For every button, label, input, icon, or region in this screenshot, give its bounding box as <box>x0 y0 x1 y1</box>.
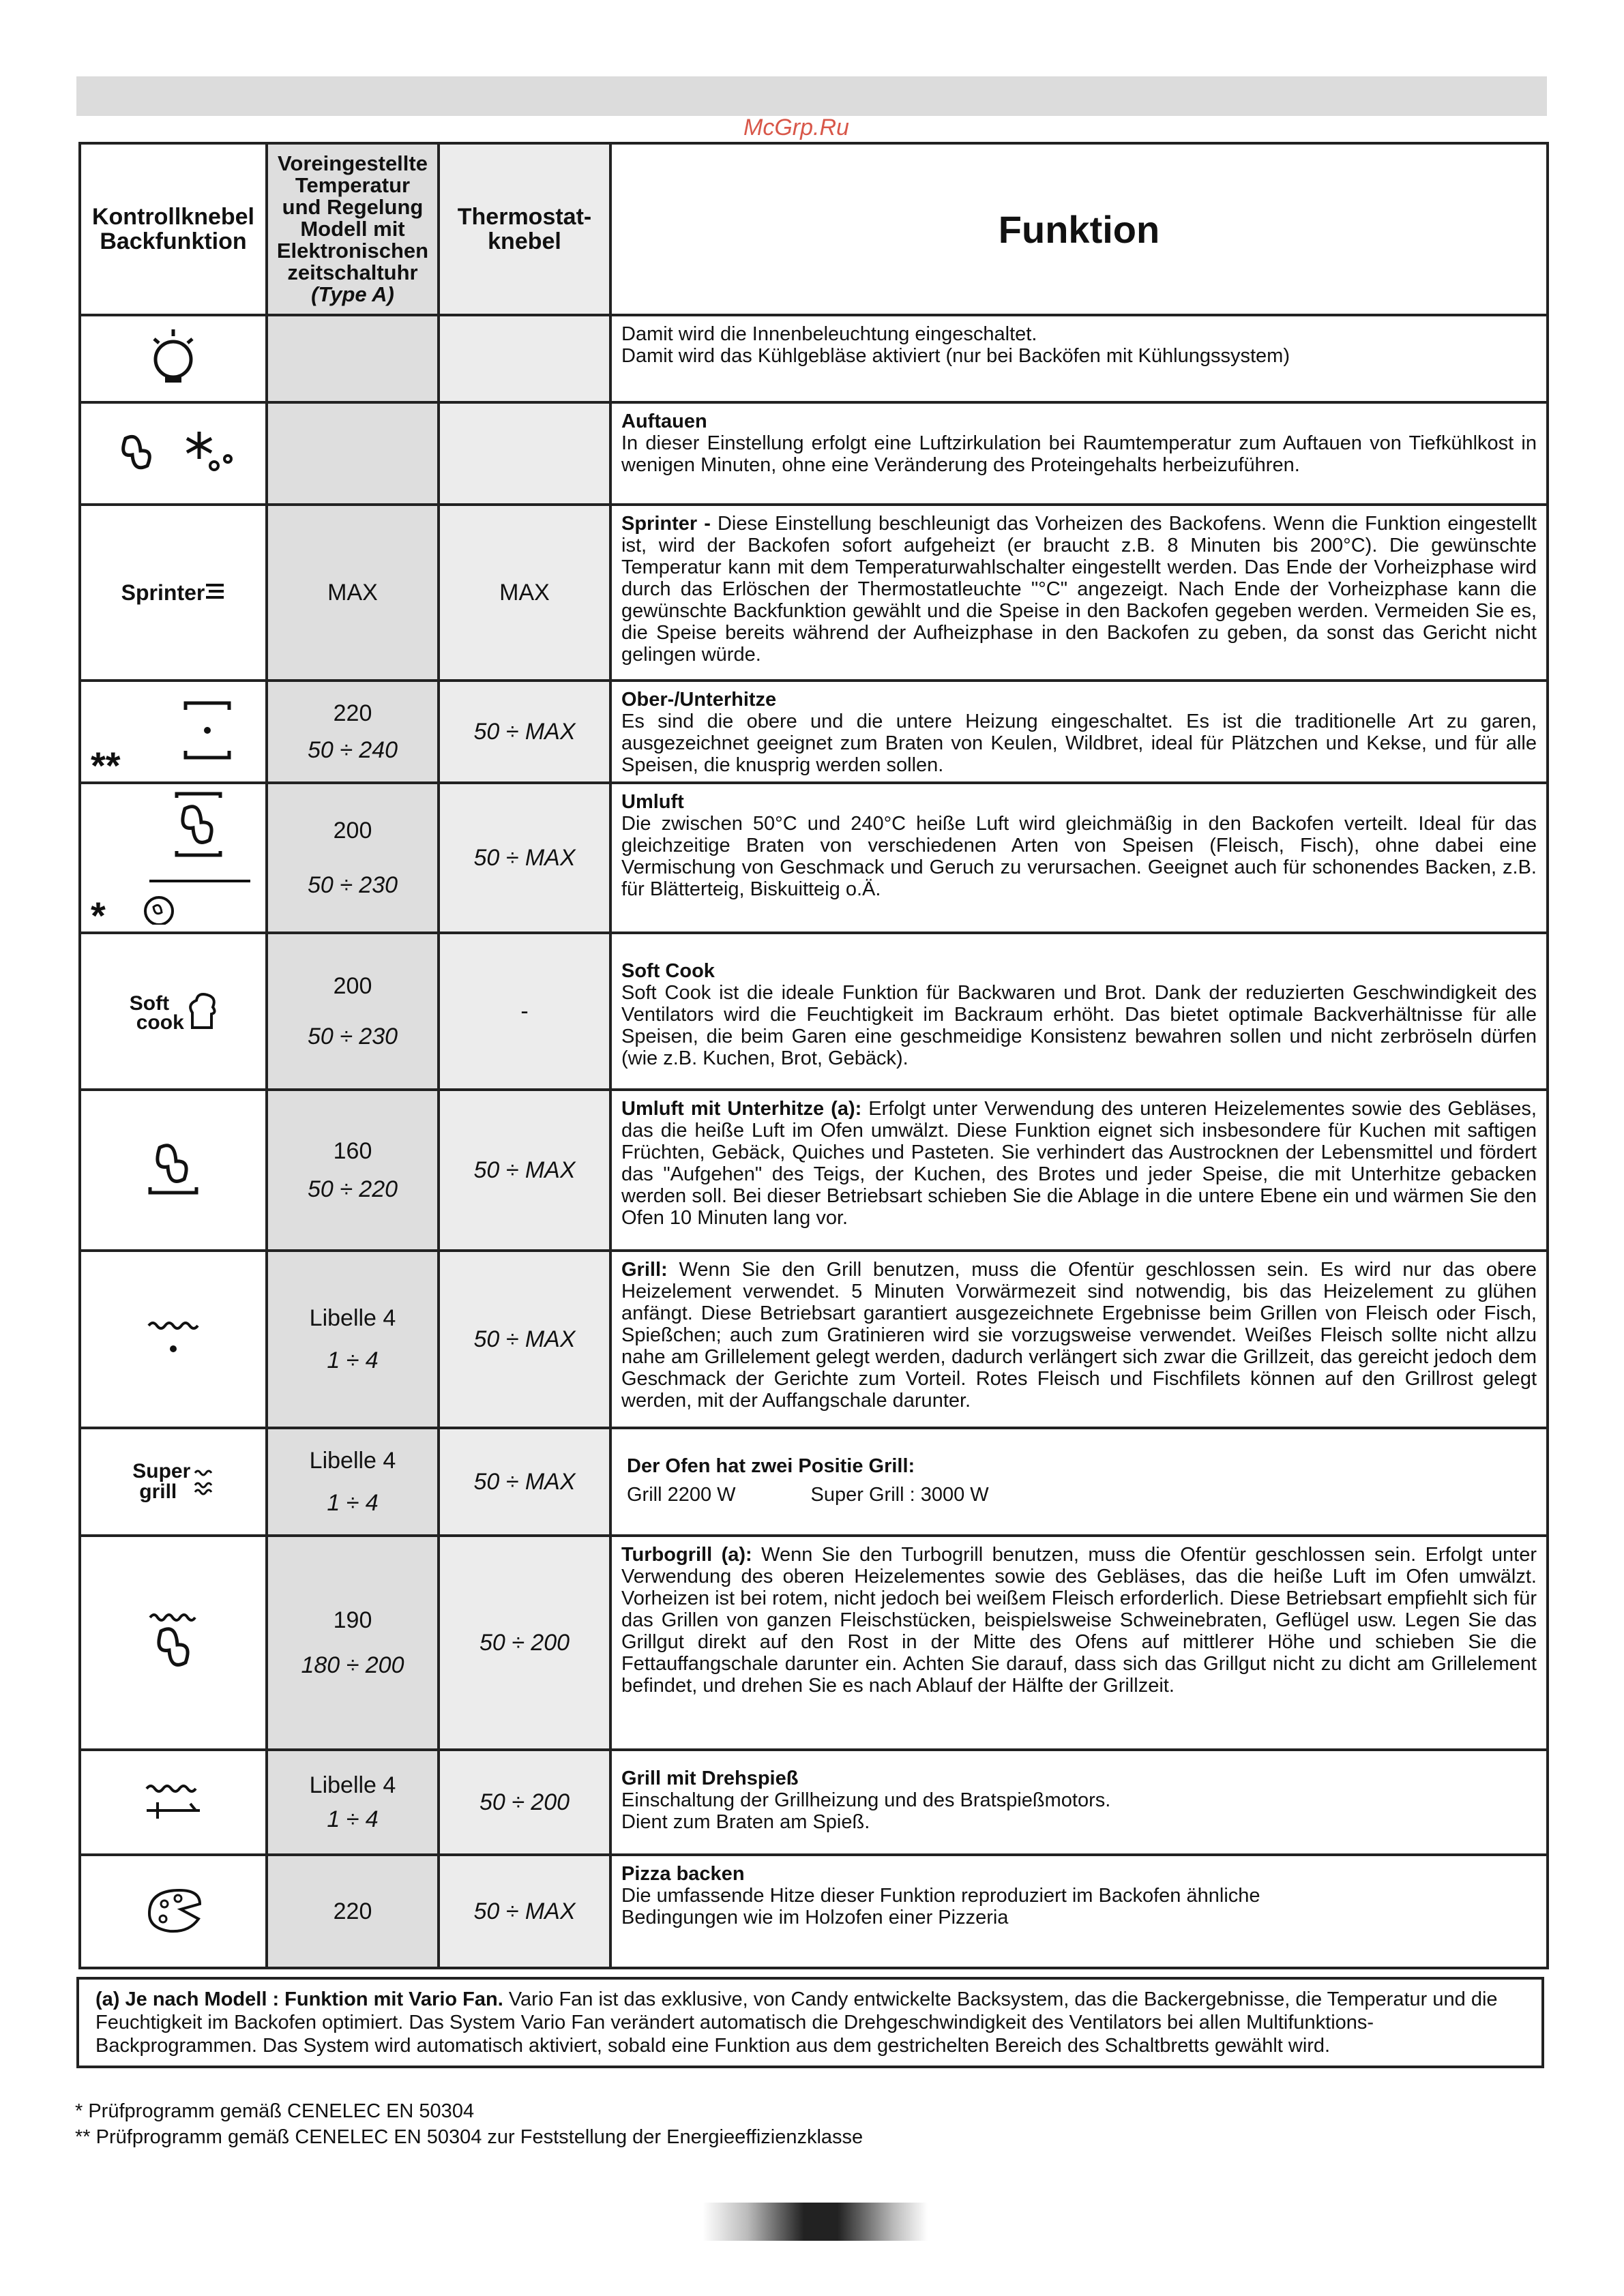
footnote-double-star: ** Prüfprogramm gemäß CENELEC EN 50304 zur Feststellung der Energieeffizienzklasse <box>75 2126 863 2148</box>
table-row <box>80 1428 1548 1536</box>
thermostat-range: - <box>439 933 610 1090</box>
preset-temp: 220 50 ÷ 240 <box>267 681 439 783</box>
oven-light-icon <box>80 315 267 402</box>
soft-cook-icon: Soft cook <box>80 933 267 1090</box>
watermark: McGrp.Ru <box>743 115 849 140</box>
sprinter-icon: Sprinter <box>80 505 267 681</box>
turbo-grill-icon <box>80 1536 267 1750</box>
table-row <box>80 1090 1548 1251</box>
preset-temp: 160 50 ÷ 220 <box>267 1090 439 1251</box>
table-row <box>80 1855 1548 1968</box>
thermostat-range: 50 ÷ MAX <box>439 681 610 783</box>
thermostat-range <box>439 402 610 505</box>
fan-bottom-heat-icon <box>80 1090 267 1251</box>
preset-temp <box>267 402 439 505</box>
page-number-bar <box>703 2203 928 2241</box>
preset-temp: 190 180 ÷ 200 <box>267 1536 439 1750</box>
table-row <box>80 1536 1548 1750</box>
function-text: Sprinter - Diese Einstellung beschleunigt das Vorheizen des Backofens. Wenn die Funktion eingestellt ist, wird der Backofen sofort aufgeheizt (er braucht z.B. 8 Minuten bis 200°C). Die gewünschte Temperatur kann mit dem Temperaturwahlschalter eingestellt werden. Das Ende der Vorheizphase wird durch das Erlöschen der Thermostatleuchte "°C" angezeigt. Nach Ende der Vorheizphase kann die gewünschte Backfunktion gewählt und die Speise in den Backofen gegeben werden. Vermeiden Sie es, die Speise bereits während der Aufheizphase in den Backofen zu geben, da sonst das Gericht nicht gelingen würde. <box>610 505 1548 681</box>
function-text: Umluft Die zwischen 50°C und 240°C heiße Luft wird gleichmäßig in den Backofen verteilt. Ideal für das gleichzeitige Braten von verschiedenen Arten von Speisen (Fleisch, Fisch), ohne dabei eine Vermischung von Geschmack und Geruch zu verursachen. Geeignet auch für schonendes Backen, z.B. für Blätterteig, Biskuitteig o.Ä. <box>610 783 1548 933</box>
thermostat-range: 50 ÷ MAX <box>439 1090 610 1251</box>
preset-temp: Libelle 4 1 ÷ 4 <box>267 1251 439 1428</box>
vario-fan-note: (a) Je nach Modell : Funktion mit Vario Fan. Vario Fan ist das exklusive, von Candy entwickelte Backsystem, das die Backergebnisse, die Temperatur und die Feuchtigkeit im Backofen optimiert. Das System Vario Fan verändert automatisch die Drehgeschwindigkeit des Ventilators bei allen Multifunktions-Backprogrammen. Das System wird automatisch aktiviert, sobald eine Funktion aus dem gestrichelten Bereich des Schaltbretts gewählt wird. <box>76 1977 1544 2068</box>
table-row <box>80 681 1548 783</box>
thermostat-range: 50 ÷ MAX <box>439 1251 610 1428</box>
function-table <box>78 142 1549 1969</box>
defrost-icon <box>80 402 267 505</box>
function-text: Damit wird die Innenbeleuchtung eingeschaltet. Damit wird das Kühlgebläse aktiviert (nur bei Backöfen mit Kühlungssystem) <box>610 315 1548 402</box>
table-row <box>80 402 1548 505</box>
function-text: Turbogrill (a): Wenn Sie den Turbogrill benutzen, muss die Ofentür geschlossen sein. Erfolgt unter Verwendung des oberen Heizelementes sowie des Gebläses, das die heiße Luft im Ofen umwälzt. Vorheizen ist bei rotem, nicht jedoch bei weißem Fleisch erforderlich. Diese Betriebsart empfiehlt sich für das Grillen von ganzen Fleischstücken, beispielsweise Schweinebraten, Geflügel usw. Legen Sie das Grillgut direkt auf den Rost in der Mitte des Ofens auf mittlerer Höhe und schieben Sie die Fettauffangschale darunter ein. Achten Sie darauf, dass sich das Grillgut nicht zu dicht am Grillelement befindet, und drehen Sie es nach Ablauf der Hälfte der Grillzeit. <box>610 1536 1548 1750</box>
thermostat-range: 50 ÷ MAX <box>439 1855 610 1968</box>
thermostat-range: 50 ÷ MAX <box>439 783 610 933</box>
energy-class-star: ** <box>91 744 121 787</box>
footnotes <box>75 2098 863 2150</box>
preset-temp: Libelle 4 1 ÷ 4 <box>267 1750 439 1855</box>
pizza-icon <box>80 1855 267 1968</box>
rotisserie-icon <box>80 1750 267 1855</box>
grill-icon <box>80 1251 267 1428</box>
function-text: Umluft mit Unterhitze (a): Erfolgt unter Verwendung des unteren Heizelementes sowie des Gebläses, das die heiße Luft im Ofen umwälzt. Diese Funktion eignet sich insbesondere für Kuchen mit saftigen Früchten, Gebäck, Quiches und Pasteten. Sie verhindert das Austrocknen der Lebensmittel und fördert das "Aufgehen" des Teigs, der Kuchen, des Brotes und jeder Speise, die mit Unterhitze gebacken werden soll. Bei dieser Betriebsart schieben Sie die Ablage in die untere Ebene ein und wärmen Sie den Ofen 10 Minuten lang vor. <box>610 1090 1548 1251</box>
table-row <box>80 933 1548 1090</box>
thermostat-range: 50 ÷ 200 <box>439 1536 610 1750</box>
header-knob: Kontrollknebel Backfunktion <box>80 143 267 315</box>
header-bar <box>76 76 1547 116</box>
function-text: Pizza backen Die umfassende Hitze dieser Funktion reproduziert im Backofen ähnliche Bedingungen wie im Holzofen einer Pizzeria <box>610 1855 1548 1968</box>
fan-heat-icon <box>80 783 267 937</box>
preset-temp: Libelle 4 1 ÷ 4 <box>267 1428 439 1536</box>
table-header-row <box>80 143 1548 315</box>
function-text: Ober-/Unterhitze Es sind die obere und die untere Heizung eingeschaltet. Es ist die traditionelle Art zu garen, ausgezeichnet geeignet zum Braten von Keulen, Wildbret, ideal für Plätzchen und Kekse, und für alle Speisen, die knusprig werden sollen. <box>610 681 1548 783</box>
thermostat-range: 50 ÷ MAX <box>439 1428 610 1536</box>
function-text: Soft Cook Soft Cook ist die ideale Funktion für Backwaren und Brot. Dank der reduzierten Geschwindigkeit des Ventilators wird die Feuchtigkeit im Backraum erhöht. Das bietet optimale Backverhältnisse für alle Speisen, die beim Garen eine geschmeidige Konsistenz bewahren sollen und nicht zerbröseln dürfen (wie z.B. Kuchen, Brot, Gebäck). <box>610 933 1548 1090</box>
thermostat-range: 50 ÷ 200 <box>439 1750 610 1855</box>
function-text: Grill mit Drehspieß Einschaltung der Grillheizung und des Bratspießmotors. Dient zum Braten am Spieß. <box>610 1750 1548 1855</box>
super-grill-icon: Super grill <box>80 1428 267 1536</box>
preset-temp: MAX <box>267 505 439 681</box>
header-function: Funktion <box>610 143 1548 315</box>
header-thermostat: Thermostat-knebel <box>439 143 610 315</box>
table-row <box>80 783 1548 933</box>
table-row <box>80 505 1548 681</box>
header-preset: Voreingestellte Temperatur und Regelung Modell mit Elektronischen zeitschaltuhr (Type A) <box>267 143 439 315</box>
function-text: Grill: Wenn Sie den Grill benutzen, muss die Ofentür geschlossen sein. Es wird nur das obere Heizelement verwendet. 5 Minuten Vorwärmezeit sind notwendig, bis das Heizelement zu glühen anfängt. Diese Betriebsart garantiert ausgezeichnete Ergebnisse beim Grillen von Fleisch oder Fisch, Spießchen; auch zum Gratinieren wird sie vorzugsweise verwendet. Weißes Fleisch sollte nicht allzu nahe am Grillelement gelegt werden, dadurch verlängert sich zwar die Grillzeit, das gereicht jedoch dem Geschmack der Gerichte zum Vorteil. Rotes Fleisch und Fischfilets können auf den Grillrost gelegt werden, mit der Auffangschale darunter. <box>610 1251 1548 1428</box>
thermostat-range: MAX <box>439 505 610 681</box>
preset-temp <box>267 315 439 402</box>
table-row <box>80 1251 1548 1428</box>
footnote-single-star: * Prüfprogramm gemäß CENELEC EN 50304 <box>75 2100 475 2122</box>
table-row <box>80 1750 1548 1855</box>
thermostat-range <box>439 315 610 402</box>
preset-temp: 200 50 ÷ 230 <box>267 783 439 933</box>
top-bottom-heat-icon <box>80 681 267 787</box>
table-row <box>80 315 1548 402</box>
test-program-star: * <box>91 894 106 937</box>
function-text: Der Ofen hat zwei Positie Grill: Grill 2200 W Super Grill : 3000 W <box>610 1428 1548 1536</box>
preset-temp: 220 <box>267 1855 439 1968</box>
preset-temp: 200 50 ÷ 230 <box>267 933 439 1090</box>
function-text: Auftauen In dieser Einstellung erfolgt eine Luftzirkulation bei Raumtemperatur zum Auftauen von Tiefkühlkost in wenigen Minuten, ohne eine Veränderung des Proteingehalts herbeizuführen. <box>610 402 1548 505</box>
